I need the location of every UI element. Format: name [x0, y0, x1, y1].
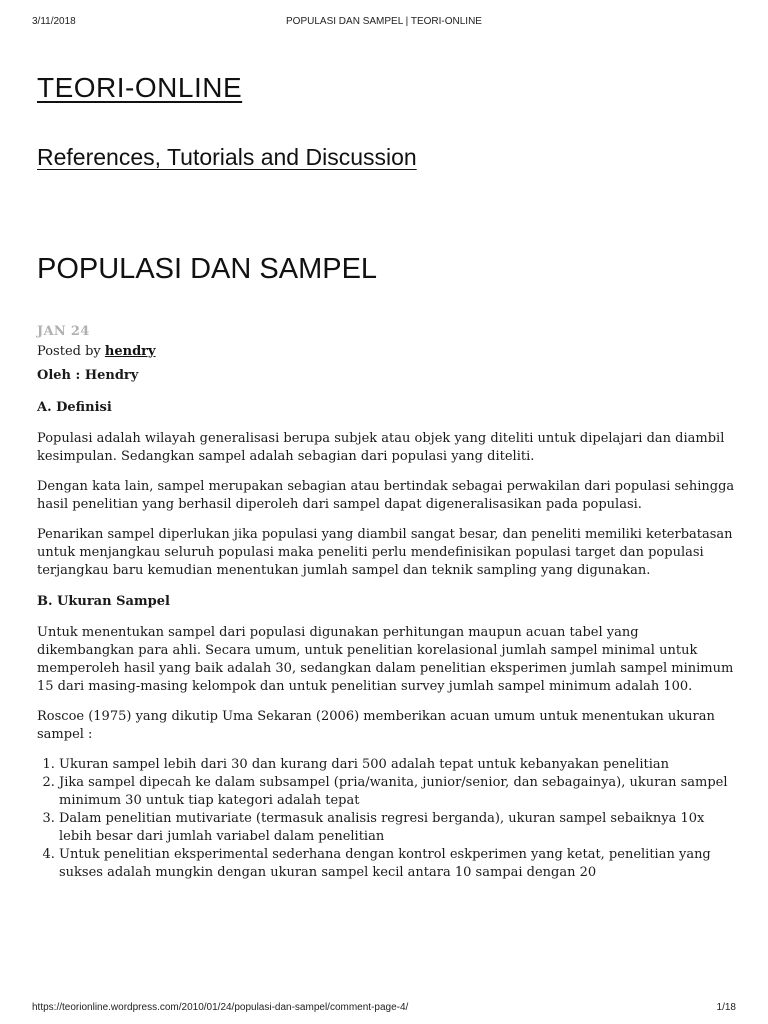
byline: Oleh : Hendry: [37, 368, 139, 383]
list-item: 1. Ukuran sampel lebih dari 30 dan kurang dari 500 adalah tepat untuk kebanyakan penelitian: [59, 756, 737, 774]
print-footer: [32, 1002, 736, 1016]
paragraph: Roscoe (1975) yang dikutip Uma Sekaran (2006) memberikan acuan umum untuk menentukan ukuran sampel :: [37, 709, 715, 742]
print-header: [32, 16, 736, 30]
paragraph: Penarikan sampel diperlukan jika populasi yang diambil sangat besar, dan peneliti memiliki keterbatasan untuk menjangkau seluruh populasi maka peneliti perlu mendefinisikan populasi target dan populasi terjangkau baru kemudian menentukan jumlah sampel dan teknik sampling yang digunakan.: [37, 527, 733, 578]
sample-size-list: [37, 756, 737, 882]
site-description-link[interactable]: References, Tutorials and Discussion: [37, 144, 417, 170]
paragraph: Untuk menentukan sampel dari populasi digunakan perhitungan maupun acuan tabel yang dikembangkan para ahli. Secara umum, untuk penelitian korelasional jumlah sampel minimal untuk memperoleh hasil yang baik adalah 30, sedangkan dalam penelitian eksperimen jumlah sampel minimum 15 dari masing-masing kelompok dan untuk penelitian survey jumlah sampel minimum adalah 100.: [37, 625, 734, 694]
section-heading-ukuran-sampel: B. Ukuran Sampel: [37, 594, 170, 609]
author-link[interactable]: hendry: [104, 344, 156, 359]
print-page-title: POPULASI DAN SAMPEL | TEORI-ONLINE: [286, 16, 482, 27]
post-body: [37, 322, 737, 882]
print-url: https://teorionline.wordpress.com/2010/01/24/populasi-dan-sampel/comment-page-4/: [32, 1002, 409, 1013]
site-title-link[interactable]: TEORI-ONLINE: [37, 72, 243, 103]
post-title: POPULASI DAN SAMPEL: [37, 253, 378, 285]
list-item: 2. Jika sampel dipecah ke dalam subsampel (pria/wanita, junior/senior, dan sebagainya), ukuran sampel minimum 30 untuk tiap kategori adalah tepat: [59, 774, 737, 810]
paragraph: Dengan kata lain, sampel merupakan sebagian atau bertindak sebagai perwakilan dari populasi sehingga hasil penelitian yang berhasil diperoleh dari sampel dapat digeneralisasikan pada populasi.: [37, 479, 735, 512]
post-meta: [37, 342, 737, 362]
posted-by-label: Posted by: [37, 344, 101, 359]
list-item: 4. Untuk penelitian eksperimental sederhana dengan kontrol eskperimen yang ketat, penelitian yang sukses adalah mungkin dengan ukuran sampel kecil antara 10 sampai dengan 20: [59, 846, 737, 882]
paragraph: Populasi adalah wilayah generalisasi berupa subjek atau objek yang diteliti untuk dipelajari dan diambil kesimpulan. Sedangkan sampel adalah sebagian dari populasi yang diteliti.: [37, 431, 725, 464]
section-heading-definisi: A. Definisi: [37, 400, 112, 415]
print-date: 3/11/2018: [32, 16, 76, 27]
list-item: 3. Dalam penelitian mutivariate (termasuk analisis regresi berganda), ukuran sampel sebaiknya 10x lebih besar dari jumlah variabel dalam penelitian: [59, 810, 737, 846]
post-date: JAN 24: [37, 324, 90, 339]
page-number: 1/18: [716, 1002, 736, 1013]
